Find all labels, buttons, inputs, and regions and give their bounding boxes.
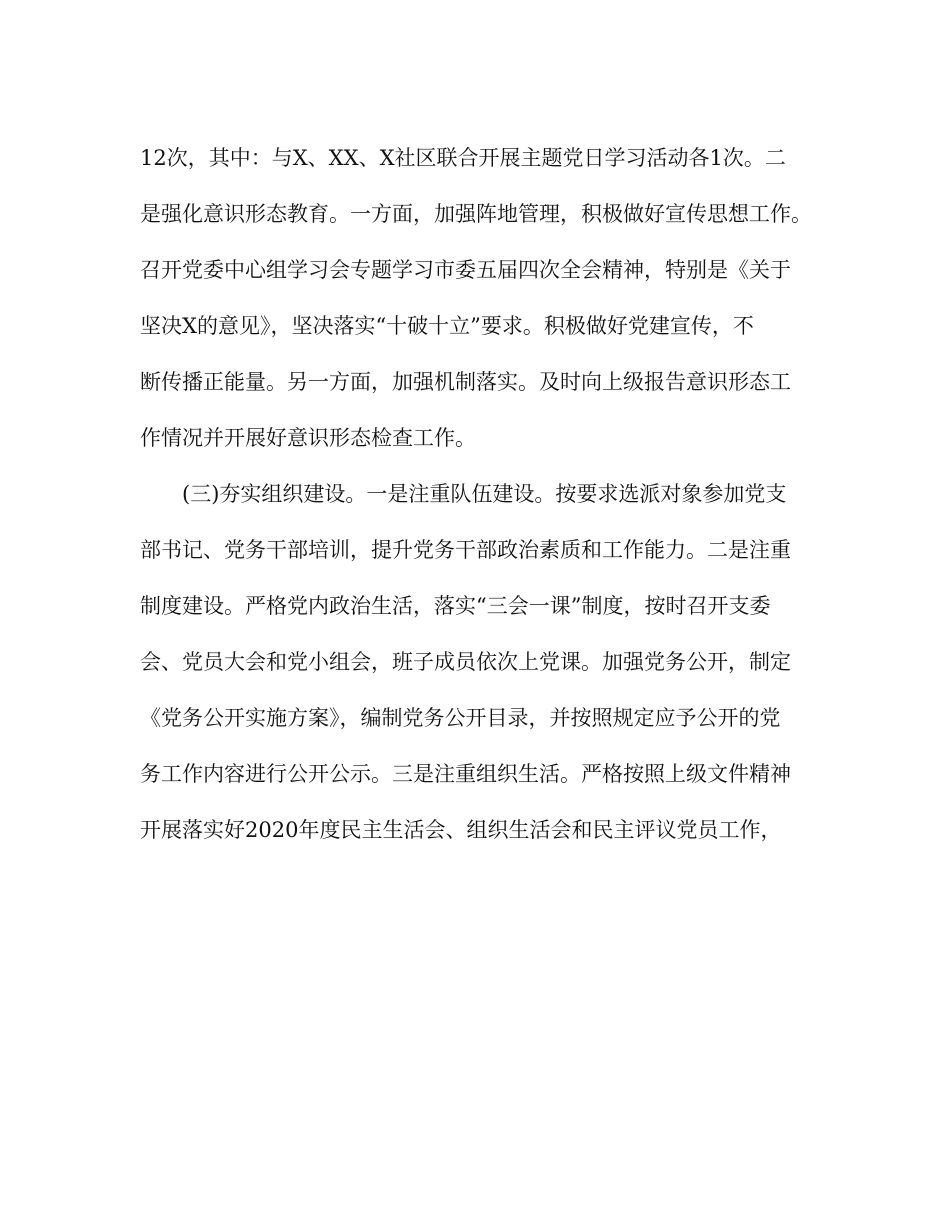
body-text	[140, 130, 830, 858]
text-line: 坚决X的意见》，坚决落实“十破十立”要求。积极做好党建宣传，不	[140, 314, 754, 338]
text-line: 《党务公开实施方案》，编制党务公开目录，并按照规定应予公开的党	[140, 706, 781, 730]
text-line: 12次，其中：与X、XX、X社区联合开展主题党日学习活动各1次。二	[140, 146, 786, 170]
text-line: 部书记、党务干部培训，提升党务干部政治素质和工作能力。二是注重	[140, 538, 791, 562]
text-line: 断传播正能量。另一方面，加强机制落实。及时向上级报告意识形态工	[140, 370, 791, 394]
text-line: 制度建设。严格党内政治生活，落实“三会一课”制度，按时召开支委	[140, 594, 771, 618]
text-line: 会、党员大会和党小组会，班子成员依次上党课。加强党务公开，制定	[140, 650, 791, 674]
text-line: 务工作内容进行公开公示。三是注重组织生活。严格按照上级文件精神	[140, 762, 791, 786]
text-line: 是强化意识形态教育。一方面，加强阵地管理，积极做好宣传思想工作。	[140, 202, 812, 226]
text-line: 作情况并开展好意识形态检查工作。	[140, 426, 476, 450]
paragraph-start-line: (三)夯实组织建设。一是注重队伍建设。按要求选派对象参加党支	[182, 482, 787, 506]
text-line: 开展落实好2020年度民主生活会、组织生活会和民主评议党员工作，	[140, 818, 782, 842]
text-line: 召开党委中心组学习会专题学习市委五届四次全会精神，特别是《关于	[140, 258, 791, 282]
